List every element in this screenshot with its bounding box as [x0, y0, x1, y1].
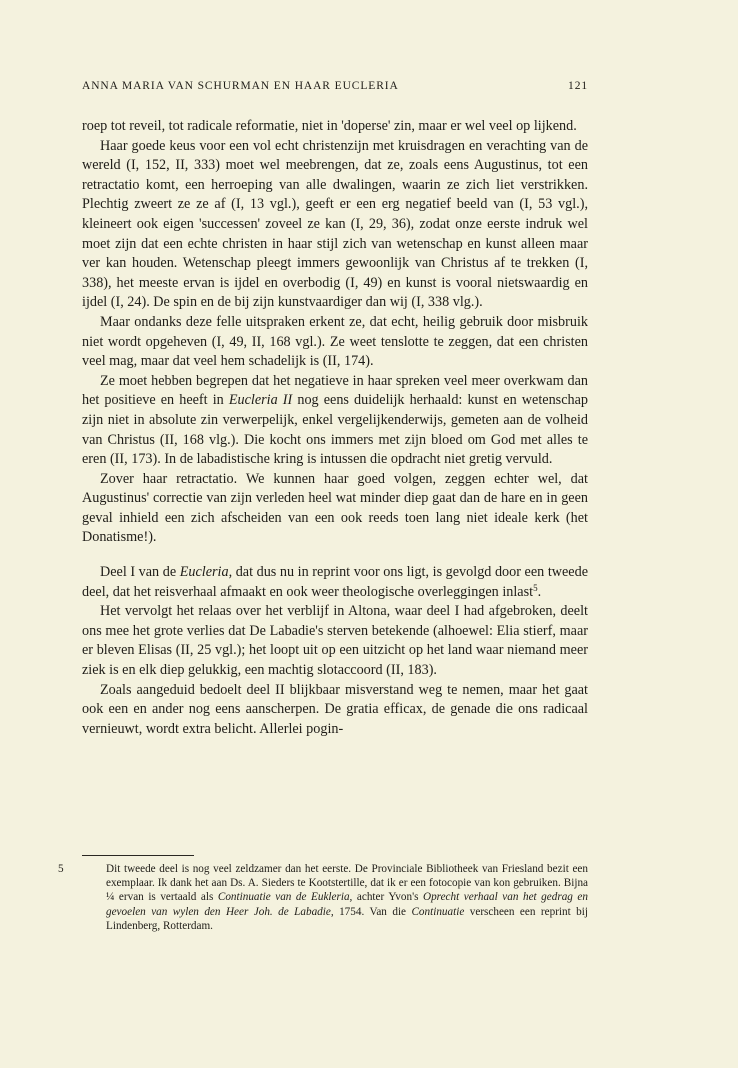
footnote-number: 5 — [58, 863, 64, 875]
paragraph-6-title: Eucleria, — [179, 564, 233, 581]
footnote-text — [58, 862, 588, 933]
paragraph-5: Zover haar retractatio. We kunnen haar goed volgen, zeggen echter wel, dat Augustinus' correctie van zijn verleden heel wat minder diep gaat dan de hare en in geen geval inhield een zich afscheiden van een ook reeds toen lang niet ideale kerk (het Donatisme!). — [82, 470, 588, 546]
paragraph-3: Maar ondanks deze felle uitspraken erkent ze, dat echt, heilig gebruik door misbruik niet wordt opgeheven (I, 49, II, 168 vgl.). Ze weet tenslotte te zeggen, dat een christen veel mag, maar dat veel hem schadelijk is (II, 174). — [82, 313, 588, 370]
footnote-title-3: Continuatie — [411, 905, 465, 918]
running-title: ANNA MARIA VAN SCHURMAN EN HAAR EUCLERIA — [82, 80, 399, 92]
footnote-title-1: Continuatie van de Eukleria, — [217, 891, 353, 904]
footnote-fraction: ¼ — [106, 891, 115, 904]
paragraph-6-text-c: . — [537, 583, 542, 600]
footnote-text-3: achter Yvon's — [352, 891, 423, 904]
footnote-text-2: ervan is vertaald als — [114, 891, 218, 904]
paragraph-7: Het vervolgt het relaas over het verblijf in Altona, waar deel I had afgebroken, deelt ons mee het grote verlies dat De Labadie's sterven betekende (alhoewel: Elia stierf, maar er bleven Elisas (II, 25 vgl.); het loopt uit op een uitzicht op het land waar niemand meer ziek is en elk diep gelukkig, een machtig slotaccoord (II, 183). — [82, 603, 588, 679]
paragraph-6-text-b: dat dus nu in reprint voor ons ligt, is gevolgd door een tweede deel, dat het reisverhaal afmaakt en ook weer theologische overleggingen inlast — [82, 564, 588, 600]
paragraph-4 — [82, 372, 588, 470]
paragraph-1: roep tot reveil, tot radicale reformatie, niet in 'doperse' zin, maar er wel veel op lijkend. — [82, 118, 577, 134]
paragraph-8: Zoals aangeduid bedoelt deel II blijkbaar misverstand weg te nemen, maar het gaat ook een en ander nog eens aanscherpen. De gratia efficax, de genade die ons radicaal vernieuwt, wordt extra belicht. Allerlei pogin- — [82, 681, 588, 737]
footnote-5 — [58, 862, 588, 933]
running-header — [82, 80, 588, 92]
paragraph-6 — [82, 563, 588, 602]
paragraph-4-text-a: Ze moet hebben begrepen dat het negatieve in haar spreken veel meer overkwam dan het positieve en heeft in — [82, 372, 588, 409]
paragraph-6-text-a: Deel I van de — [100, 564, 180, 581]
footnote-title-2: Oprecht verhaal van het gedrag en gevoelen van wylen den Heer Joh. de Labadie, — [106, 891, 588, 918]
footnote-text-5: verscheen een reprint bij Lindenberg, Rotterdam. — [106, 905, 588, 932]
paragraph-4-text-b: nog eens duidelijk herhaald: kunst en wetenschap zijn niet in absolute zin verwerpelijk, enkel vergelijkenderwijs, gemeten aan de volheid van Christus (II, 168 vlg.). Die kocht ons immers met zijn bloed om God met alles te eren (II, 173). In de labadistische kring is intussen die opdracht niet gretig vervuld. — [82, 392, 588, 468]
footnote-text-1: Dit tweede deel is nog veel zeldzamer dan het eerste. De Provinciale Bibliotheek van Friesland bezit een exemplaar. Ik dank het aan Ds. A. Sieders te Kootstertille, dat ik er een fotocopie van kon gebruiken. Bijna — [106, 863, 588, 890]
paragraph-2: Haar goede keus voor een vol echt christenzijn met kruisdragen en verachting van de wereld (I, 152, II, 333) moet wel meebrengen, dat ze, zoals eens Augustinus, tot een retractatio komt, een herroeping van alle dwalingen, waarin ze zich liet verstrikken. Plechtig zweert ze ze af (I, 13 vgl.), geeft er een erg negatief beeld van (I, 53 vgl.), kleineert ook eigen 'successen' zoveel ze kan (I, 29, 36), zodat onze eerste indruk wel moet zijn dat een echte christen in haar stijl zich van wetenschap en kunst alleen maar ver kan houden. Wetenschap pleegt immers gewoonlijk van Christus af te trekken (I, 338), het meeste ervan is ijdel en overbodig (I, 49) en kunst is vooral nietswaardig en ijdel (I, 24). De spin en de bij zijn kunstvaardiger dan wij (I, 338 vlg.). — [82, 137, 588, 311]
footnote-ref-5[interactable]: 5 — [533, 582, 538, 593]
body-text — [82, 117, 588, 739]
footnote-divider — [82, 855, 194, 856]
paragraph-4-title: Eucleria II — [228, 392, 293, 409]
page-number: 121 — [568, 80, 588, 92]
footnote-text-4: 1754. Van die — [333, 905, 412, 918]
